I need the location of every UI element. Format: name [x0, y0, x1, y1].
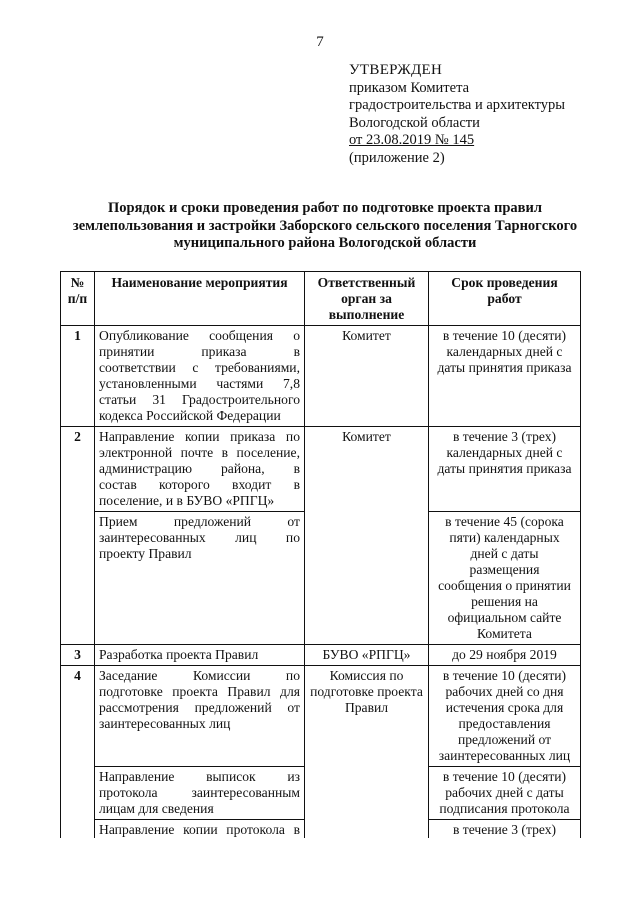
activity-name [95, 326, 305, 427]
text-line: проекту Правил [99, 546, 192, 561]
activity-name [95, 645, 305, 666]
text-line: подготовке проекта [310, 684, 423, 699]
text-line: истечения срока для [445, 700, 564, 715]
approval-order-number: от 23.08.2019 № 145 [349, 132, 475, 148]
row-number: 4 [61, 666, 95, 880]
text-line: даты принятия приказа [437, 360, 572, 375]
text-line: дней с даты [470, 546, 539, 561]
text-line: работ [487, 291, 522, 306]
text-line: до 29 ноября 2019 [452, 647, 557, 662]
deadline [429, 767, 581, 820]
text-line: орган за [341, 291, 392, 306]
works-schedule-table [60, 271, 581, 880]
text-line: Направление копии приказа по [99, 429, 300, 444]
table-row [61, 326, 581, 427]
table-header-row [61, 272, 581, 326]
activity-name [95, 512, 305, 645]
text-line: принятии приказа в [99, 344, 300, 359]
text-line: Срок проведения [451, 275, 558, 290]
deadline [429, 512, 581, 645]
approval-line: (приложение 2) [349, 149, 445, 166]
page-bottom-margin [0, 838, 640, 905]
deadline [429, 645, 581, 666]
text-line: Разработка проекта Правил [99, 647, 259, 662]
text-line: календарных дней с [446, 344, 563, 359]
page-number: 7 [316, 34, 324, 50]
text-line: Наименование мероприятия [111, 275, 288, 290]
text-line: № [70, 275, 85, 290]
text-line: Комитет [342, 429, 391, 444]
approval-stamp: УТВЕРЖДЕН [349, 62, 443, 78]
text-line: размещения [469, 562, 540, 577]
approval-block [349, 62, 565, 167]
text-line: календарных дней с [446, 445, 563, 460]
document-title [30, 200, 620, 253]
text-line: рассмотрения предложений от [99, 700, 300, 715]
approval-line: приказом Комитета [349, 79, 470, 96]
deadline [429, 666, 581, 767]
table-row [61, 427, 581, 512]
header-deadline [429, 272, 581, 326]
text-line: установленными частями 7,8 [99, 376, 300, 391]
text-line: лицам для сведения [99, 801, 214, 816]
text-line: в течение 10 (десяти) [442, 668, 567, 683]
text-line: заинтересованных лиц [99, 716, 231, 731]
activity-name [95, 427, 305, 512]
responsible-body [305, 645, 429, 666]
text-line: Заседание Комиссии по [99, 668, 300, 683]
text-line: электронной почте в поселение, [99, 445, 300, 460]
approval-line: градостроительства и архитектуры [349, 97, 566, 113]
deadline [429, 427, 581, 512]
text-line: в течение 10 (десяти) [442, 328, 567, 343]
text-line: протокола заинтересованным [99, 785, 300, 800]
text-line: п/п [67, 291, 88, 306]
text-line: подписания протокола [439, 801, 570, 816]
text-line: подготовке проекта Правил для [99, 684, 300, 699]
activity-name [95, 666, 305, 767]
approval-line: Вологодской области [349, 114, 480, 131]
row-number: 3 [61, 645, 95, 666]
text-line: Прием предложений от [99, 514, 300, 529]
text-line: даты принятия приказа [437, 461, 572, 476]
text-line: Направление выписок из [99, 769, 300, 784]
text-line: Комиссия по [329, 668, 404, 683]
text-line: выполнение [328, 307, 405, 322]
text-line: Правил [344, 700, 389, 715]
header-activity-name [95, 272, 305, 326]
row-number: 2 [61, 427, 95, 645]
text-line: состав которого входит в [99, 477, 300, 492]
text-line: решения на [471, 594, 538, 609]
text-line: Комитет [342, 328, 391, 343]
header-responsible-body [305, 272, 429, 326]
text-line: поселение, и в БУВО «РПГЦ» [99, 493, 275, 508]
text-line: заинтересованных лиц по [99, 530, 300, 545]
text-line: сообщения о принятии [438, 578, 571, 593]
text-line: в течение 3 (трех) [452, 429, 557, 444]
deadline [429, 326, 581, 427]
table-row [61, 666, 581, 767]
text-line: в течение 3 (трех) [452, 822, 557, 837]
text-line: в течение 10 (десяти) [442, 769, 567, 784]
text-line: предложений от [457, 732, 552, 747]
text-line: Опубликование сообщения о [99, 328, 300, 343]
text-line: статьи 31 Градостроительного [99, 392, 300, 407]
text-line: администрацию района, в [99, 461, 300, 476]
text-line: рабочих дней со дня [445, 684, 564, 699]
text-line: БУВО «РПГЦ» [322, 647, 411, 662]
table-row [61, 645, 581, 666]
text-line: пяти) календарных [449, 530, 560, 545]
header-number [61, 272, 95, 326]
title-line: землепользования и застройки Заборского сельского поселения Тарногского [72, 217, 578, 234]
title-line: Порядок и сроки проведения работ по подготовке проекта правил [108, 200, 542, 216]
responsible-body [305, 326, 429, 427]
title-line: муниципального района Вологодской области [173, 235, 477, 251]
activity-name [95, 767, 305, 820]
text-line: в течение 45 (сорока [445, 514, 564, 529]
responsible-body [305, 427, 429, 645]
text-line: Комитета [477, 626, 532, 641]
text-line: заинтересованных лиц [438, 748, 571, 763]
text-line: соответствии с требованиями, [99, 360, 300, 375]
text-line: Ответственный [317, 275, 416, 290]
text-line: предоставления [458, 716, 551, 731]
text-line: Направление копии протокола в [99, 822, 300, 837]
row-number: 1 [61, 326, 95, 427]
text-line: рабочих дней с даты [445, 785, 564, 800]
text-line: кодекса Российской Федерации [99, 408, 281, 423]
text-line: официальном сайте [447, 610, 562, 625]
